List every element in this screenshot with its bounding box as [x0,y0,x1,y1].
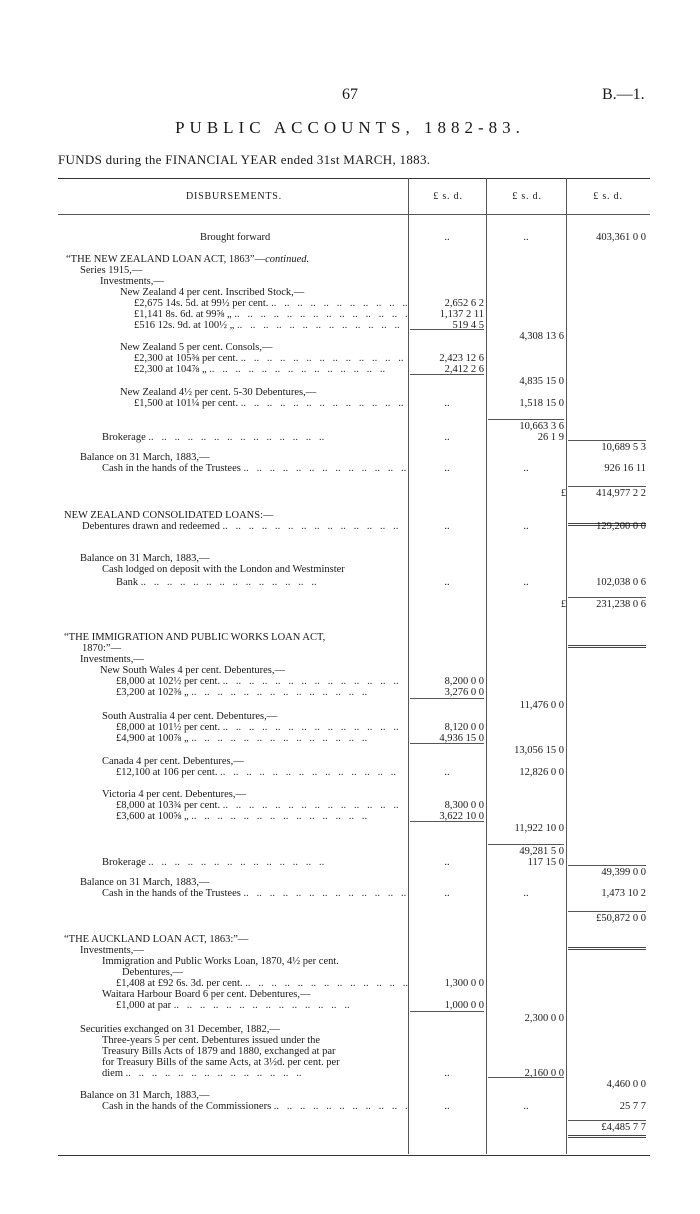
row-label: South Australia 4 per cent. Debentures,— [102,711,278,722]
total-double-rule [568,947,646,950]
row-label: Investments,— [80,945,144,956]
subtotal-rule [568,865,646,866]
row-label: £1,000 at par .. [60,1000,408,1011]
row-label: “THE AUCKLAND LOAN ACT, 1863:”— [64,934,249,945]
amount-cell: 49,399 0 0 [601,867,646,878]
amount-cell: 25 7 7 [619,1101,646,1112]
column-divider [566,178,567,1154]
amount-cell: £50,872 0 0 [596,913,646,924]
amount-cell: 2,652 6 2 [444,298,484,309]
row-label-part: “THE NEW ZEALAND LOAN ACT, 1863”— [66,254,266,265]
amount-cell: 1,473 10 2 [601,888,646,899]
row-label: Cash in the hands of the Trustees .. [60,888,408,899]
column-divider [408,178,409,1154]
amount-cell: 519 4 5 [452,320,484,331]
row-label: Brokerage .. [60,432,408,443]
page-number: 67 [342,86,358,103]
amount-cell: 102,038 0 6 [596,577,646,588]
amount-cell: .. [444,857,450,868]
page-title: PUBLIC ACCOUNTS, 1882-83. [175,118,525,137]
row-label: Securities exchanged on 31 December, 1882,— [80,1024,280,1035]
subtotal-rule [410,329,484,330]
amount-cell: 1,518 15 0 [519,398,564,409]
column-divider [486,178,487,1154]
row-label: Brokerage .. [60,857,408,868]
total-double-rule [568,1135,646,1138]
amount-cell: 926 16 11 [604,463,646,474]
row-label: Investments,— [80,654,144,665]
amount-cell: .. [444,1101,450,1112]
row-label: diem .. [60,1068,408,1079]
row-label: £1,141 8s. 6d. at 99⅝ „ .. [60,309,408,320]
row-label: Brought forward [200,232,271,243]
row-label: New Zealand 5 per cent. Consols,— [120,342,273,353]
subtotal-rule [568,486,646,487]
row-label: Balance on 31 March, 1883,— [80,1090,210,1101]
amount-cell: 4,460 0 0 [606,1079,646,1090]
amount-cell: 12,826 0 0 [519,767,564,778]
amount-cell: .. [523,463,529,474]
row-label: Debentures drawn and redeemed .. [60,521,408,532]
amount-cell: 117 15 0 [527,857,564,868]
column-header-1: £ s. d. [433,191,463,202]
amount-cell: .. [523,1101,529,1112]
subtotal-rule [410,374,484,375]
row-label: £2,300 at 104⅞ „ .. [60,364,408,375]
row-label: NEW ZEALAND CONSOLIDATED LOANS:— [64,510,274,521]
column-header-2: £ s. d. [512,191,542,202]
row-label: 1870:”— [82,643,122,654]
row-label: Balance on 31 March, 1883,— [80,877,210,888]
amount-cell: 129,200 0 0 [596,521,646,532]
amount-cell: 8,300 0 0 [444,800,484,811]
amount-cell: 11,922 10 0 [514,823,564,834]
amount-cell: .. [444,888,450,899]
row-label: Investments,— [100,276,164,287]
subtotal-rule [410,743,484,744]
row-label: Cash in the hands of the Trustees .. [60,463,408,474]
amount-cell: .. [444,463,450,474]
amount-cell: 4,936 15 0 [439,733,484,744]
amount-cell: .. [523,232,529,243]
amount-cell: 10,663 3 6 [519,421,564,432]
row-label [60,254,408,265]
subtotal-rule [488,1077,564,1078]
row-label: for Treasury Bills of the same Acts, at 3½d. per cent. per [102,1057,340,1068]
amount-cell: 13,056 15 0 [514,745,564,756]
subtotal-rule [410,1011,484,1012]
amount-cell: 414,977 2 2 [596,488,646,499]
row-label: Canada 4 per cent. Debentures,— [102,756,244,767]
amount-cell: 2,423 12 6 [439,353,484,364]
subtotal-rule [568,440,646,441]
amount-cell: 11,476 0 0 [519,700,564,711]
header-rule [58,214,650,215]
row-label: Debentures,— [122,967,183,978]
amount-cell: 4,308 13 6 [519,331,564,342]
amount-cell: 3,276 0 0 [444,687,484,698]
amount-cell: 8,200 0 0 [444,676,484,687]
row-label: New Zealand 4 per cent. Inscribed Stock,— [120,287,305,298]
disbursements-header: DISBURSEMENTS. [186,191,282,202]
row-label: £8,000 at 102½ per cent. .. [60,676,408,687]
amount-cell: 3,622 10 0 [439,811,484,822]
amount-cell: .. [444,577,450,588]
row-label: Cash lodged on deposit with the London and Westminster [102,564,345,575]
amount-cell: .. [444,521,450,532]
row-label: Immigration and Public Works Loan, 1870, 4½ per cent. [102,956,339,967]
row-label: Waitara Harbour Board 6 per cent. Debentures,— [102,989,311,1000]
row-label: £3,600 at 100⅝ „ .. [60,811,408,822]
row-label: Cash in the hands of the Commissioners .. [60,1101,408,1112]
subtotal-rule [410,821,484,822]
amount-cell: 8,120 0 0 [444,722,484,733]
amount-cell: £4,485 7 7 [601,1122,646,1133]
row-label: £8,000 at 103¾ per cent. .. [60,800,408,811]
row-label: £516 12s. 9d. at 100½ „ .. [60,320,408,331]
row-label: £4,900 at 100⅞ „ .. [60,733,408,744]
column-header-3: £ s. d. [593,191,623,202]
amount-cell: 2,300 0 0 [524,1013,564,1024]
amount-cell: 10,689 5 3 [601,442,646,453]
subtotal-rule [488,419,564,420]
amount-cell: .. [444,398,450,409]
amount-cell: .. [523,521,529,532]
row-label: Series 1915,— [80,265,143,276]
row-label: Balance on 31 March, 1883,— [80,553,210,564]
amount-cell: £ [561,488,566,499]
amount-cell: .. [444,432,450,443]
subtotal-rule [410,698,484,699]
amount-cell: 2,160 0 0 [524,1068,564,1079]
amount-cell: 231,238 0 6 [596,599,646,610]
row-label: New South Wales 4 per cent. Debentures,— [100,665,285,676]
row-label: £12,100 at 106 per cent. .. [60,767,408,778]
row-label: Treasury Bills Acts of 1879 and 1880, exchanged at par [102,1046,336,1057]
row-label: New Zealand 4½ per cent. 5-30 Debentures,— [120,387,317,398]
subtotal-rule [488,844,564,845]
amount-cell: 26 1 9 [537,432,564,443]
page-subtitle: FUNDS during the FINANCIAL YEAR ended 31st MARCH, 1883. [58,152,431,167]
amount-cell: 2,412 2 6 [444,364,484,375]
amount-cell: 1,300 0 0 [444,978,484,989]
row-label: £2,300 at 105⅜ per cent. .. [60,353,408,364]
row-label: £1,500 at 101¼ per cent. .. [60,398,408,409]
amount-cell: 1,137 2 11 [439,309,484,320]
row-label: £1,408 at £92 6s. 3d. per cent. .. [60,978,408,989]
amount-cell: .. [444,232,450,243]
row-label: Three-years 5 per cent. Debentures issued under the [102,1035,321,1046]
amount-cell: .. [444,767,450,778]
row-label: Bank .. [60,577,408,588]
amount-cell: 4,835 15 0 [519,376,564,387]
amount-cell: .. [523,577,529,588]
page-code: B.—1. [602,86,645,103]
total-double-rule [568,645,646,648]
row-label: “THE IMMIGRATION AND PUBLIC WORKS LOAN ACT, [64,632,326,643]
subtotal-rule [568,1120,646,1121]
amount-cell: 49,281 5 0 [519,846,564,857]
amount-cell: 403,361 0 0 [596,232,646,243]
row-label-italic: continued. [265,254,310,265]
subtotal-rule [568,597,646,598]
amount-cell: £ [561,599,566,610]
row-label: £8,000 at 101½ per cent. .. [60,722,408,733]
amount-cell: 1,000 0 0 [444,1000,484,1011]
row-label: £2,675 14s. 5d. at 99½ per cent. .. [60,298,408,309]
amount-cell: .. [523,888,529,899]
row-label: Victoria 4 per cent. Debentures,— [102,789,246,800]
subtotal-rule [568,911,646,912]
row-label: Balance on 31 March, 1883,— [80,452,210,463]
amount-cell: .. [444,1068,450,1079]
row-label: £3,200 at 102⅜ „ .. [60,687,408,698]
